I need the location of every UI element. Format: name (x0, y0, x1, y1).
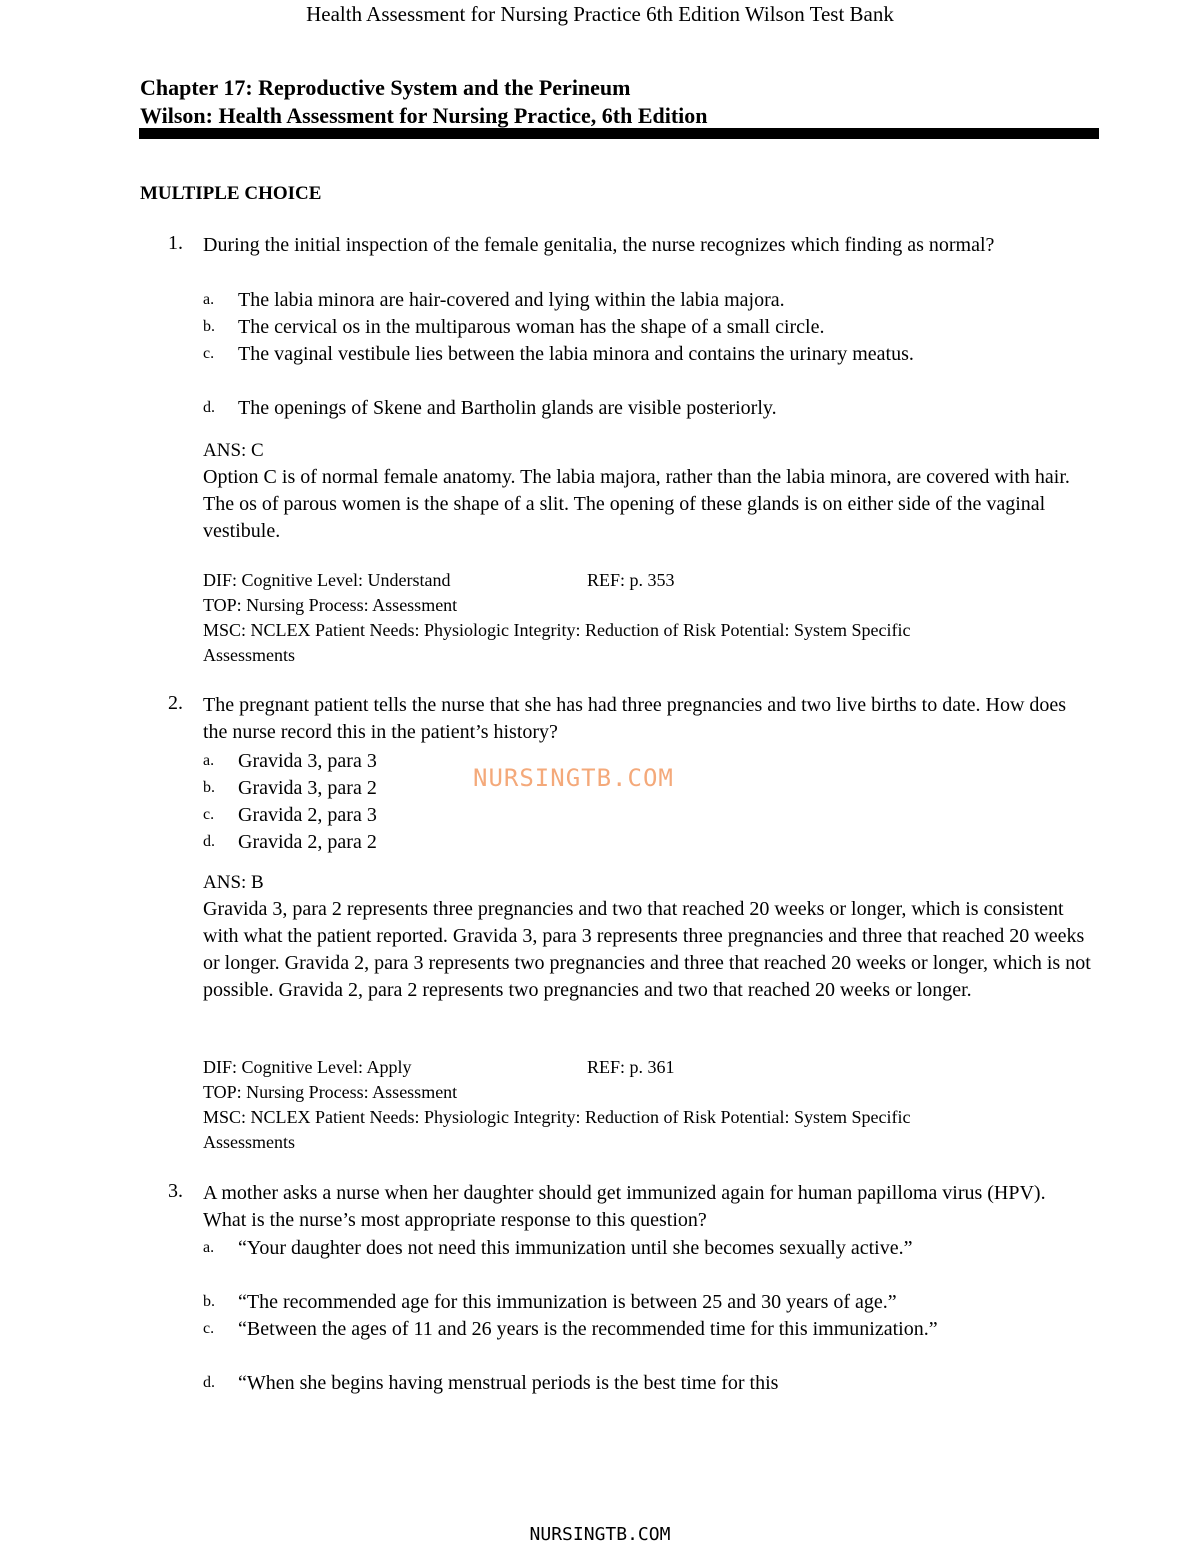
option-text: “Your daughter does not need this immunization until she becomes sexually active.” (238, 1237, 913, 1259)
option-text: Gravida 3, para 3 (238, 750, 377, 772)
option-letter: c. (203, 806, 215, 823)
option-letter: c. (203, 345, 215, 362)
option-text: The openings of Skene and Bartholin glands are visible posteriorly. (238, 397, 777, 419)
answer-key: ANS: B (203, 872, 264, 893)
option-letter: a. (203, 1239, 215, 1256)
question-number: 3. (168, 1180, 183, 1202)
option-letter: b. (203, 1293, 215, 1310)
question-metadata (203, 568, 1093, 668)
msc-category: MSC: NCLEX Patient Needs: Physiologic Integrity: Reduction of Risk Potential: System Specific (203, 1107, 911, 1127)
msc-category: MSC: NCLEX Patient Needs: Physiologic Integrity: Reduction of Risk Potential: System Specific (203, 620, 911, 640)
question-stem: A mother asks a nurse when her daughter should get immunized again for human papilloma virus (HPV). What is the nurse’s most appropriate response to this question? (203, 1182, 1046, 1231)
page-footer: NURSINGTB.COM (529, 1524, 671, 1545)
topic: TOP: Nursing Process: Assessment (203, 595, 458, 615)
watermark: NURSINGTB.COM (473, 764, 674, 792)
section-heading: MULTIPLE CHOICE (140, 183, 322, 204)
option-letter: b. (203, 318, 215, 335)
question-number: 1. (168, 232, 183, 254)
option-letter: a. (203, 291, 215, 308)
question-number: 2. (168, 692, 183, 714)
option-letter: d. (203, 833, 215, 850)
title-rule (139, 128, 1099, 139)
difficulty: DIF: Cognitive Level: Apply (203, 1057, 412, 1077)
option-text: “Between the ages of 11 and 26 years is the recommended time for this immunization.” (238, 1318, 938, 1340)
option-text: Gravida 2, para 3 (238, 804, 377, 826)
question-stem: The pregnant patient tells the nurse that she has had three pregnancies and two live births to date. How does the nurse record this in the patient’s history? (203, 694, 1067, 743)
rationale: Option C is of normal female anatomy. The labia majora, rather than the labia minora, are covered with hair. The os of parous women is the shape of a slit. The opening of these glands is on either side of the vaginal vestibule. (203, 466, 1070, 542)
option-letter: c. (203, 1320, 215, 1337)
topic: TOP: Nursing Process: Assessment (203, 1082, 458, 1102)
option-text: Gravida 2, para 2 (238, 831, 377, 853)
page-reference: REF: p. 361 (587, 1057, 675, 1077)
rationale: Gravida 3, para 2 represents three pregnancies and two that reached 20 weeks or longer, which is consistent with what the patient reported. Gravida 3, para 3 represents three pregnancies and three that reached 20 weeks or longer. Gravida 2, para 3 represents two pregnancies and three that reached 20 weeks or longer, which is not possible. Gravida 2, para 2 represents two pregnancies and two that reached 20 weeks or longer. (203, 898, 1091, 1001)
chapter-title: Chapter 17: Reproductive System and the Perineum (140, 75, 631, 100)
book-title: Wilson: Health Assessment for Nursing Practice, 6th Edition (140, 103, 708, 128)
answer-block (203, 869, 1093, 1004)
option-text: Gravida 3, para 2 (238, 777, 377, 799)
option-text: The vaginal vestibule lies between the labia minora and contains the urinary meatus. (238, 343, 914, 365)
msc-category-continued: Assessments (203, 645, 296, 665)
answer-block (203, 437, 1093, 545)
msc-category-continued: Assessments (203, 1132, 296, 1152)
question-metadata (203, 1055, 1093, 1155)
page-reference: REF: p. 353 (587, 570, 675, 590)
option-letter: b. (203, 779, 215, 796)
difficulty: DIF: Cognitive Level: Understand (203, 570, 451, 590)
option-text: “The recommended age for this immunization is between 25 and 30 years of age.” (238, 1291, 897, 1313)
answer-key: ANS: C (203, 440, 264, 461)
running-header: Health Assessment for Nursing Practice 6th Edition Wilson Test Bank (306, 2, 894, 26)
question-stem: During the initial inspection of the female genitalia, the nurse recognizes which finding as normal? (203, 234, 995, 256)
option-text: “When she begins having menstrual periods is the best time for this (238, 1372, 779, 1394)
option-letter: d. (203, 399, 215, 416)
chapter-title-block (140, 74, 1100, 130)
option-letter: a. (203, 752, 215, 769)
option-text: The labia minora are hair-covered and lying within the labia majora. (238, 289, 785, 311)
option-text: The cervical os in the multiparous woman has the shape of a small circle. (238, 316, 825, 338)
option-letter: d. (203, 1374, 215, 1391)
